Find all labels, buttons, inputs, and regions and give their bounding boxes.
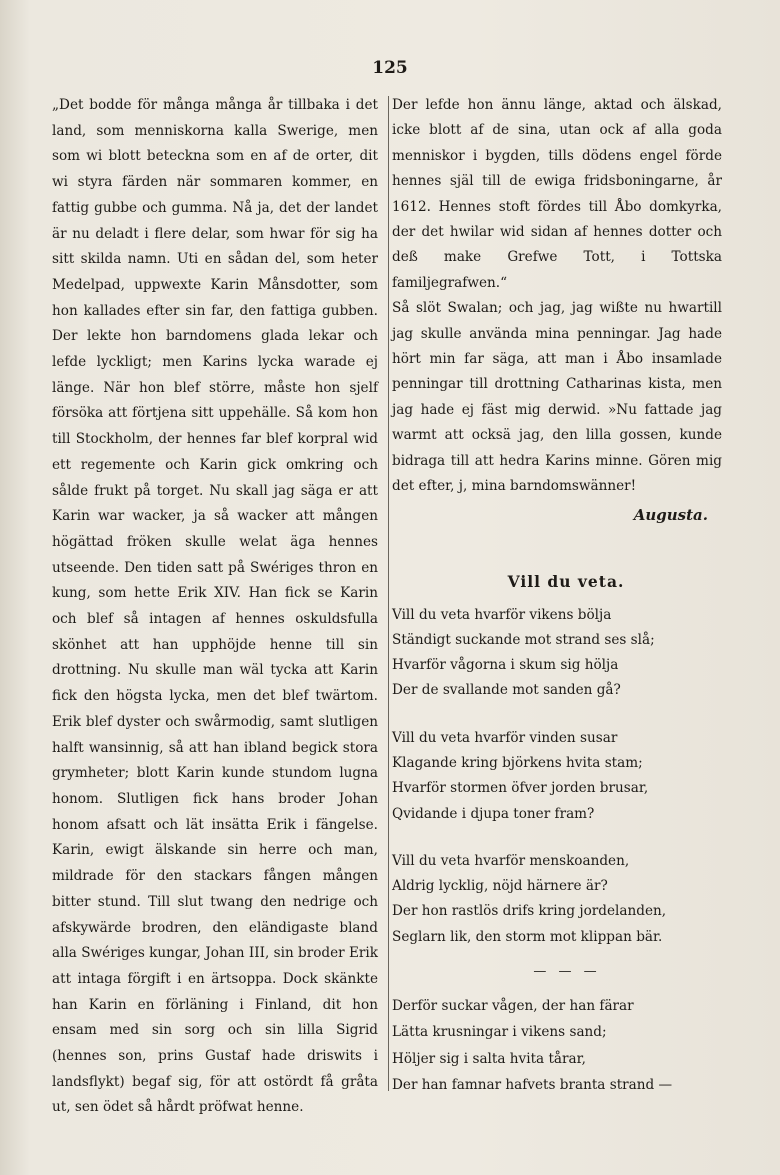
poem-stanza-3 [392, 849, 722, 950]
story-paragraph: „Det bodde för många många år tillbaka i det land, som menniskorna kalla Swerige, men som wi blott beteckna som en af de orter, dit wi styra färden när sommaren kommer, en fattig gubbe och gumma. Nå ja, det der landet är nu deladt i flere delar, som hwar för sig ha sitt skilda namn. Uti en sådan del, som heter Medelpad, uppwexte Karin Månsdotter, som hon kallades efter sin far, den fattiga gubben. Der lekte hon barndomens glada lekar och lefde lyckligt; men Karins lycka warade ej länge. När hon blef större, måste hon sjelf försöka att förtjena sitt uppehälle. Så kom hon till Stockholm, der hennes far blef korpral wid ett regemente och Karin gick omkring och sålde frukt på torget. Nu skall jag säga er att Karin war wacker, ja så wacker att mången högättad fröken skulle welat äga hennes utseende. Den tiden satt på Swériges thron en kung, som hette Erik XIV. Han fick se Karin och blef så intagen af hennes oskuldsfulla skönhet att han upphöjde henne till sin drottning. Nu skulle man wäl tycka att Karin fick den högsta lycka, men det blef twärtom. Erik blef dyster och swårmodig, samt slutligen halft wansinnig, så att han ibland begick stora grymheter; blott Karin kunde stundom lugna honom. Slutligen fick hans broder Johan honom afsatt och lät insätta Erik i fängelse. Karin, ewigt älskande sin herre och man, mildrade för den stackars fången mången bitter stund. Till slut twang den nedrige och afskywärde brodren, den eländigaste bland alla Swériges kungar, Johan III, sin broder Erik att intaga förgift i en ärtsoppa. Dock skänkte han Karin en förläning i Finland, dit hon ensam med sin sorg och sin lilla Sigrid (hennes son, prins Gustaf hade driswits i landsflykt) begaf sig, för att ostördt få gråta ut, sen ödet så hårdt pröfwat henne. [52, 97, 378, 1116]
page-number: 125 [372, 58, 408, 78]
poem-line: Ständigt suckande mot strand ses slå; [392, 631, 655, 648]
poem-line: Seglarn lik, den storm mot klippan bär. [392, 928, 663, 945]
right-column [392, 93, 722, 1121]
author-signature: Augusta. [633, 505, 708, 524]
left-column [52, 93, 378, 1121]
poem-line: Qvidande i djupa toner fram? [392, 805, 595, 822]
poem-stanza-4 [392, 993, 722, 1099]
poem-line: Vill du veta hvarför vikens bölja [392, 606, 612, 623]
poem-line: Hvarför vågorna i skum sig hölja [392, 657, 619, 674]
section-separator: — — — [533, 964, 601, 980]
poem-line: Der hon rastlös drifs kring jordelanden, [392, 903, 667, 920]
story-continuation [392, 93, 722, 500]
poem-line: Derför suckar vågen, der han färar [392, 998, 634, 1015]
story-paragraph-closing: Så slöt Swalan; och jag, jag wißte nu hwartill jag skulle använda mina penningar. Jag hade hört min far säga, att man i Åbo insamlade penningar till drottning Catharinas kista, men jag hade ej fäst mig derwid. »Nu fattade jag warmt att ocksä jag, den lilla gossen, kunde bidraga till att hedra Karins minne. Gören mig det efter, j, mina barndomswänner! [392, 300, 722, 495]
poem-title: Vill du veta. [507, 571, 625, 591]
poem-line: Höljer sig i salta hvita tårar, [392, 1050, 586, 1067]
column-divider [388, 96, 389, 1091]
poem-line: Aldrig lycklig, nöjd härnere är? [392, 878, 608, 895]
poem-line: Vill du veta hvarför vinden susar [392, 729, 618, 746]
poem-stanza-2 [392, 726, 722, 827]
story-paragraph-end: Der lefde hon ännu länge, aktad och älskad, icke blott af de sina, utan ock af alla goda menniskor i bygden, tills dödens engel förde hennes själ till de ewiga fridsboningarne, år 1612. Hennes stoft fördes till Åbo domkyrka, der det hwilar wid sidan af hennes dotter och deß make Grefwe Tott, i Tottska familjegrafwen.“ [392, 97, 722, 291]
poem-line: Hvarför stormen öfver jorden brusar, [392, 780, 649, 797]
poem-stanza-1 [392, 603, 722, 704]
poem-line: Der han famnar hafvets branta strand — [392, 1077, 673, 1094]
poem-line: Der de svallande mot sanden gå? [392, 682, 621, 699]
poem-line: Vill du veta hvarför menskoanden, [392, 852, 630, 869]
poem-line: Klagande kring björkens hvita stam; [392, 754, 643, 771]
poem-line: Lätta krusningar i vikens sand; [392, 1024, 607, 1041]
